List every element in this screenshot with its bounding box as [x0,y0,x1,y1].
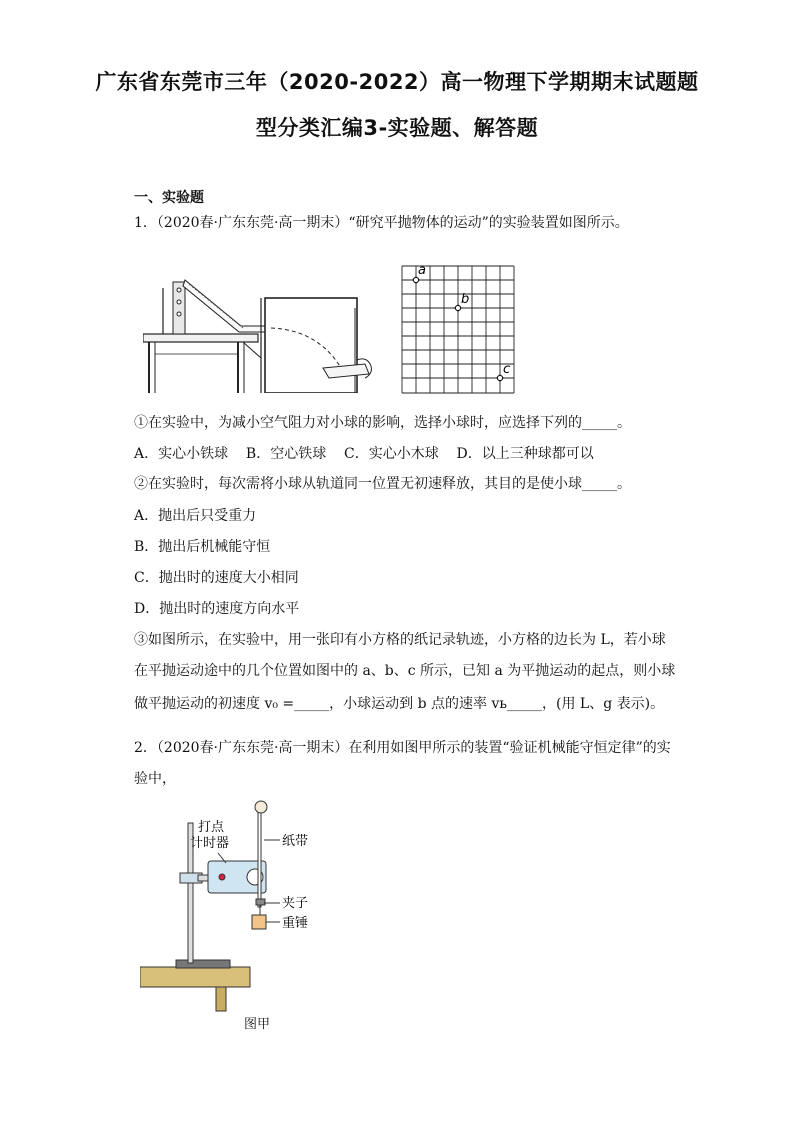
trajectory-grid-figure [399,264,519,395]
question-1-stem: 1．（2020春·广东东莞·高一期末）“研究平抛物体的运动”的实验装置如图所示。 [134,215,629,231]
question-1-part-3-line-1: ③如图所示，在实验中，用一张印有小方格的纸记录轨迹，小方格的边长为 L，若小球 [134,632,666,648]
page-title-line-1: 广东省东莞市三年（2020-2022）高一物理下学期期末试题题 [95,70,699,94]
question-1-part-1: ①在实验中，为减小空气阻力对小球的影响，选择小球时，应选择下列的_____。 [134,415,631,431]
projectile-apparatus-figure [143,268,378,393]
question-1-part-2: ②在实验时，每次需将小球从轨道同一位置无初速释放，其目的是使小球_____。 [134,476,631,492]
point-a-label: a [418,264,426,278]
tape-label: 纸带 [282,834,309,849]
point-b-label: b [461,292,470,307]
option-b: B．抛出后机械能守恒 [134,539,271,555]
option-c: C．抛出时的速度大小相同 [134,570,299,586]
timer-label-line-2: 计时器 [190,836,230,851]
clip-label: 夹子 [282,896,309,911]
page-title-line-2: 型分类汇编3-实验题、解答题 [255,116,539,140]
question-1-part-3-line-2: 在平抛运动途中的几个位置如图中的 a、b、c 所示，已知 a 为平抛运动的起点，则小球 [134,663,676,679]
weight-label: 重锤 [282,916,309,931]
option-a: A．抛出后只受重力 [134,508,257,524]
question-1-part-1-options: A．实心小铁球 B．空心铁球 C．实心小木球 D．以上三种球都可以 [134,446,594,462]
section-heading-experiment: 一、实验题 [134,190,204,206]
timer-label-line-1: 打点 [198,820,225,835]
point-c-label: c [503,362,511,377]
question-1-part-3-line-3: 做平抛运动的初速度 v₀ =_____，小球运动到 b 点的速率 vь_____，(用 L、g 表示)。 [134,696,665,712]
free-fall-apparatus-figure [140,795,310,1020]
question-2-stem-line-1: 2．（2020春·广东东莞·高一期末）在利用如图甲所示的装置“验证机械能守恒定律”的实 [134,740,671,756]
question-2-stem-line-2: 验中， [134,771,176,787]
option-d: D．抛出时的速度方向水平 [134,601,300,617]
figure-caption: 图甲 [244,1017,271,1032]
